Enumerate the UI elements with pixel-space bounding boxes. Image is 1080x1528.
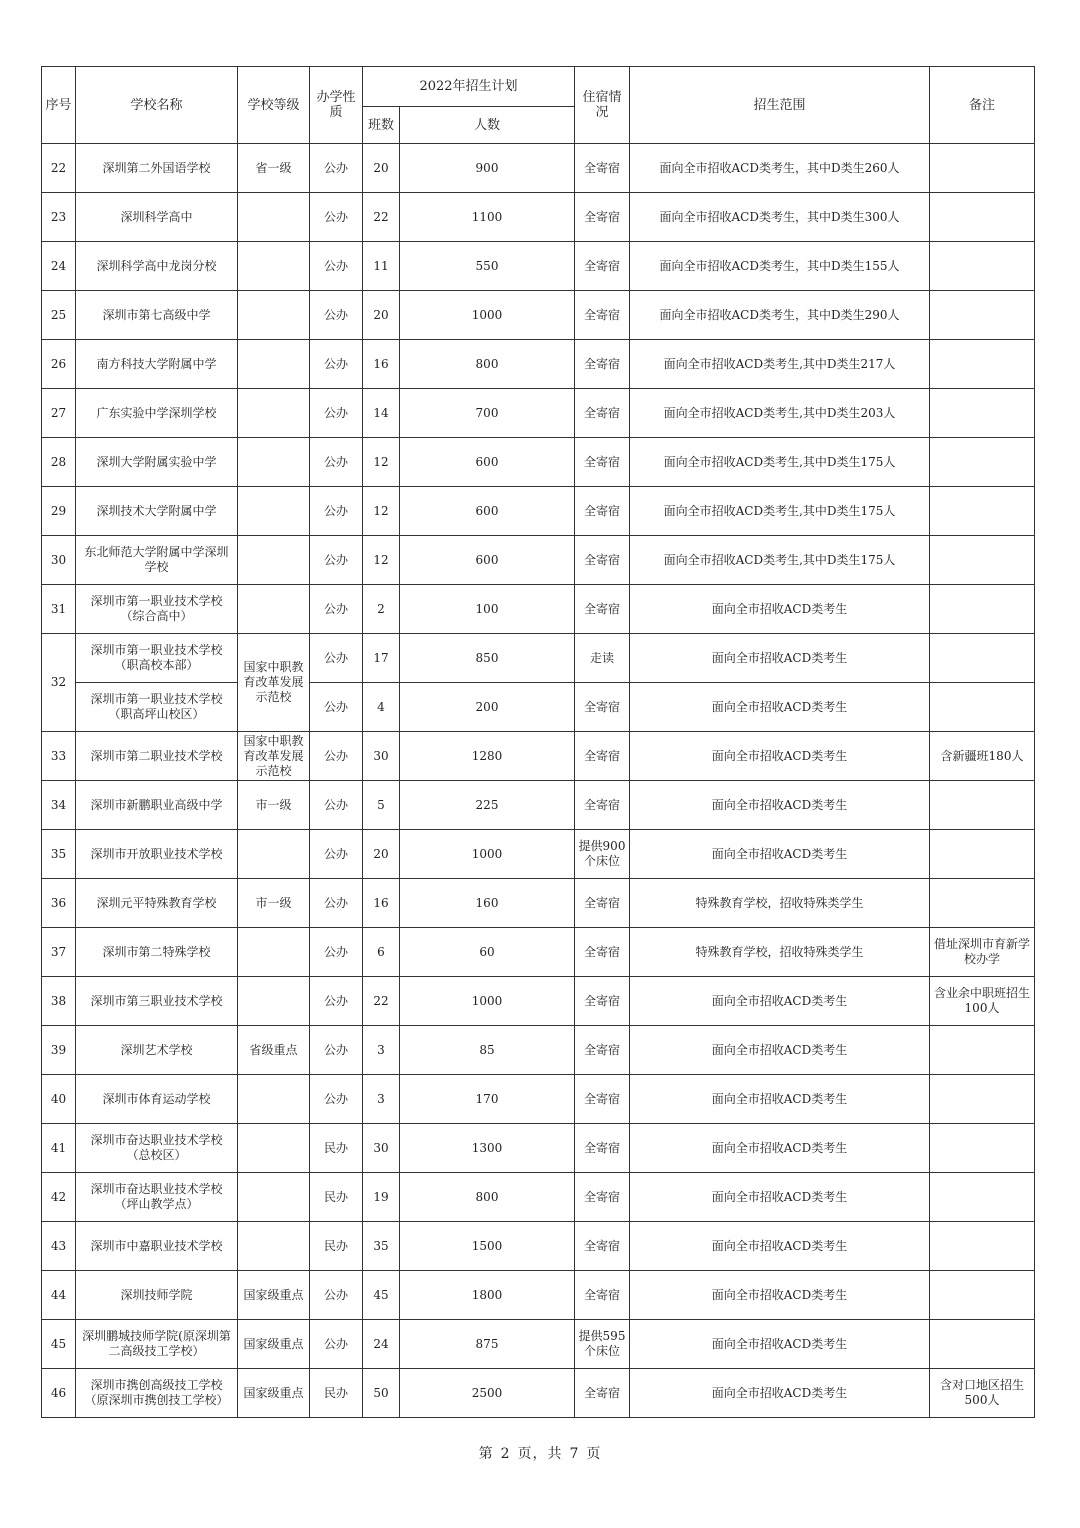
cell-students: 600: [400, 438, 575, 487]
cell-seq: 44: [42, 1271, 76, 1320]
cell-school-level: [238, 928, 310, 977]
cell-school-name: 深圳市奋达职业技术学校（坪山教学点）: [76, 1173, 238, 1222]
cell-note: [930, 1075, 1035, 1124]
cell-note: [930, 1173, 1035, 1222]
cell-students: 1300: [400, 1124, 575, 1173]
cell-seq: 29: [42, 487, 76, 536]
cell-school-name: 深圳市体育运动学校: [76, 1075, 238, 1124]
cell-school-name: 南方科技大学附属中学: [76, 340, 238, 389]
cell-nature: 公办: [310, 389, 363, 438]
cell-classes: 12: [363, 438, 400, 487]
header-nature: 办学性质: [310, 67, 363, 144]
cell-seq: 30: [42, 536, 76, 585]
cell-boarding: 全寄宿: [575, 1369, 630, 1418]
footer-prefix: 第: [478, 1446, 494, 1462]
cell-note: 含对口地区招生500人: [930, 1369, 1035, 1418]
cell-boarding: 全寄宿: [575, 1222, 630, 1271]
cell-classes: 24: [363, 1320, 400, 1369]
cell-note: [930, 291, 1035, 340]
header-scope: 招生范围: [630, 67, 930, 144]
table-row: [42, 1271, 1035, 1320]
cell-school-name: 深圳第二外国语学校: [76, 144, 238, 193]
cell-seq: 45: [42, 1320, 76, 1369]
cell-school-name: 深圳市第二特殊学校: [76, 928, 238, 977]
cell-classes: 3: [363, 1026, 400, 1075]
cell-boarding: 全寄宿: [575, 291, 630, 340]
cell-students: 1000: [400, 977, 575, 1026]
cell-boarding: 全寄宿: [575, 193, 630, 242]
cell-classes: 30: [363, 1124, 400, 1173]
table-row: [42, 536, 1035, 585]
cell-school-name: 深圳市奋达职业技术学校（总校区）: [76, 1124, 238, 1173]
cell-note: [930, 438, 1035, 487]
cell-students: 1000: [400, 830, 575, 879]
header-seq: 序号: [42, 67, 76, 144]
cell-classes: 20: [363, 144, 400, 193]
cell-note: [930, 1222, 1035, 1271]
table-row: [42, 1320, 1035, 1369]
enrollment-plan-table: [41, 66, 1035, 1418]
cell-classes: 45: [363, 1271, 400, 1320]
cell-students: 160: [400, 879, 575, 928]
cell-scope: 面向全市招收ACD类考生: [630, 683, 930, 732]
cell-scope: 面向全市招收ACD类考生: [630, 585, 930, 634]
table-row: [42, 438, 1035, 487]
cell-boarding: 全寄宿: [575, 242, 630, 291]
cell-nature: 公办: [310, 144, 363, 193]
cell-classes: 35: [363, 1222, 400, 1271]
table-row: [42, 1075, 1035, 1124]
cell-students: 1500: [400, 1222, 575, 1271]
cell-classes: 50: [363, 1369, 400, 1418]
cell-students: 1000: [400, 291, 575, 340]
cell-scope: 面向全市招收ACD类考生,其中D类生175人: [630, 438, 930, 487]
cell-boarding: 全寄宿: [575, 438, 630, 487]
cell-students: 200: [400, 683, 575, 732]
cell-nature: 公办: [310, 732, 363, 781]
cell-school-name: 深圳市第二职业技术学校: [76, 732, 238, 781]
cell-school-level: [238, 1075, 310, 1124]
cell-scope: 面向全市招收ACD类考生: [630, 1320, 930, 1369]
cell-note: [930, 1124, 1035, 1173]
table-row: [42, 1173, 1035, 1222]
table-row: [42, 1222, 1035, 1271]
cell-scope: 面向全市招收ACD类考生,其中D类生203人: [630, 389, 930, 438]
cell-nature: 公办: [310, 487, 363, 536]
table-row: [42, 977, 1035, 1026]
cell-school-name: 东北师范大学附属中学深圳学校: [76, 536, 238, 585]
cell-students: 900: [400, 144, 575, 193]
cell-seq: 25: [42, 291, 76, 340]
table-row: [42, 144, 1035, 193]
cell-scope: 面向全市招收ACD类考生,其中D类生217人: [630, 340, 930, 389]
cell-classes: 14: [363, 389, 400, 438]
footer-total-pages: 7: [569, 1446, 580, 1462]
header-school-name: 学校名称: [76, 67, 238, 144]
table-row: [42, 291, 1035, 340]
cell-scope: 面向全市招收ACD类考生,其中D类生175人: [630, 536, 930, 585]
cell-classes: 16: [363, 340, 400, 389]
cell-boarding: 全寄宿: [575, 781, 630, 830]
cell-boarding: 全寄宿: [575, 487, 630, 536]
cell-classes: 5: [363, 781, 400, 830]
cell-school-name: 深圳市第一职业技术学校（综合高中）: [76, 585, 238, 634]
cell-note: [930, 536, 1035, 585]
cell-classes: 20: [363, 830, 400, 879]
cell-scope: 面向全市招收ACD类考生: [630, 634, 930, 683]
cell-seq: 23: [42, 193, 76, 242]
cell-school-name: 深圳市开放职业技术学校: [76, 830, 238, 879]
cell-note: [930, 487, 1035, 536]
cell-school-name: 深圳市第三职业技术学校: [76, 977, 238, 1026]
cell-boarding: 全寄宿: [575, 585, 630, 634]
header-classes: 班数: [363, 107, 400, 144]
cell-school-level: 国家中职教育改革发展示范校: [238, 732, 310, 781]
cell-school-name: 深圳元平特殊教育学校: [76, 879, 238, 928]
cell-note: [930, 781, 1035, 830]
cell-students: 800: [400, 340, 575, 389]
cell-school-name: 深圳艺术学校: [76, 1026, 238, 1075]
cell-boarding: 全寄宿: [575, 683, 630, 732]
cell-boarding: 全寄宿: [575, 389, 630, 438]
cell-scope: 面向全市招收ACD类考生: [630, 830, 930, 879]
cell-school-name: 深圳市携创高级技工学校（原深圳市携创技工学校）: [76, 1369, 238, 1418]
cell-classes: 12: [363, 536, 400, 585]
cell-school-level: [238, 830, 310, 879]
cell-nature: 公办: [310, 928, 363, 977]
cell-seq: 32: [42, 634, 76, 732]
cell-school-level: [238, 487, 310, 536]
table-row: [42, 487, 1035, 536]
cell-school-level: 省级重点: [238, 1026, 310, 1075]
cell-school-name: 深圳市第一职业技术学校（职高校本部）: [76, 634, 238, 683]
cell-note: [930, 1026, 1035, 1075]
cell-nature: 公办: [310, 879, 363, 928]
cell-note: 含新疆班180人: [930, 732, 1035, 781]
table-row: [42, 389, 1035, 438]
cell-school-name: 深圳科学高中: [76, 193, 238, 242]
cell-scope: 面向全市招收ACD类考生,其中D类生175人: [630, 487, 930, 536]
header-boarding: 住宿情况: [575, 67, 630, 144]
cell-boarding: 全寄宿: [575, 977, 630, 1026]
cell-nature: 公办: [310, 242, 363, 291]
cell-seq: 38: [42, 977, 76, 1026]
cell-boarding: 全寄宿: [575, 1075, 630, 1124]
cell-school-level: [238, 1173, 310, 1222]
cell-nature: 公办: [310, 438, 363, 487]
table-row: [42, 1124, 1035, 1173]
cell-boarding: 全寄宿: [575, 1271, 630, 1320]
cell-nature: 公办: [310, 1320, 363, 1369]
cell-boarding: 全寄宿: [575, 1173, 630, 1222]
cell-seq: 40: [42, 1075, 76, 1124]
cell-note: [930, 389, 1035, 438]
cell-scope: 面向全市招收ACD类考生: [630, 1173, 930, 1222]
cell-nature: 公办: [310, 1075, 363, 1124]
cell-classes: 20: [363, 291, 400, 340]
cell-students: 1800: [400, 1271, 575, 1320]
cell-students: 170: [400, 1075, 575, 1124]
cell-boarding: 全寄宿: [575, 536, 630, 585]
table-row: [42, 242, 1035, 291]
cell-school-level: [238, 585, 310, 634]
table-body: [42, 144, 1035, 1418]
cell-students: 875: [400, 1320, 575, 1369]
cell-note: [930, 1271, 1035, 1320]
cell-school-name: 深圳市第七高级中学: [76, 291, 238, 340]
cell-nature: 公办: [310, 830, 363, 879]
cell-note: [930, 242, 1035, 291]
page-footer: [0, 1443, 1080, 1463]
cell-nature: 公办: [310, 585, 363, 634]
table-row: [42, 928, 1035, 977]
cell-school-name: 深圳科学高中龙岗分校: [76, 242, 238, 291]
cell-school-level: [238, 291, 310, 340]
cell-school-name: 深圳大学附属实验中学: [76, 438, 238, 487]
cell-school-level: [238, 977, 310, 1026]
table-row: [42, 1026, 1035, 1075]
table-row: [42, 732, 1035, 781]
cell-seq: 24: [42, 242, 76, 291]
cell-students: 550: [400, 242, 575, 291]
cell-classes: 2: [363, 585, 400, 634]
cell-boarding: 全寄宿: [575, 144, 630, 193]
cell-school-level: 国家级重点: [238, 1369, 310, 1418]
cell-classes: 11: [363, 242, 400, 291]
cell-seq: 33: [42, 732, 76, 781]
cell-school-name: 深圳市第一职业技术学校（职高坪山校区）: [76, 683, 238, 732]
header-plan-group: 2022年招生计划: [363, 67, 575, 107]
table-row: [42, 634, 1035, 683]
footer-page-number: 2: [500, 1446, 511, 1462]
table-row: [42, 340, 1035, 389]
cell-scope: 面向全市招收ACD类考生: [630, 1075, 930, 1124]
header-note: 备注: [930, 67, 1035, 144]
cell-seq: 26: [42, 340, 76, 389]
cell-seq: 22: [42, 144, 76, 193]
cell-school-level: 国家级重点: [238, 1320, 310, 1369]
cell-school-name: 深圳市新鹏职业高级中学: [76, 781, 238, 830]
cell-note: [930, 193, 1035, 242]
cell-note: 含业余中职班招生100人: [930, 977, 1035, 1026]
cell-school-level: [238, 389, 310, 438]
cell-nature: 公办: [310, 1026, 363, 1075]
cell-school-level: 市一级: [238, 781, 310, 830]
cell-nature: 公办: [310, 340, 363, 389]
cell-nature: 民办: [310, 1222, 363, 1271]
cell-school-level: 国家中职教育改革发展示范校: [238, 634, 310, 732]
cell-nature: 公办: [310, 977, 363, 1026]
cell-scope: 面向全市招收ACD类考生: [630, 977, 930, 1026]
cell-nature: 公办: [310, 781, 363, 830]
cell-students: 850: [400, 634, 575, 683]
table-row: [42, 683, 1035, 732]
cell-scope: 面向全市招收ACD类考生: [630, 1271, 930, 1320]
cell-students: 85: [400, 1026, 575, 1075]
cell-boarding: 全寄宿: [575, 1026, 630, 1075]
cell-scope: 特殊教育学校，招收特殊类学生: [630, 928, 930, 977]
cell-scope: 面向全市招收ACD类考生，其中D类生260人: [630, 144, 930, 193]
cell-students: 1280: [400, 732, 575, 781]
cell-classes: 12: [363, 487, 400, 536]
cell-students: 100: [400, 585, 575, 634]
cell-school-name: 深圳技师学院: [76, 1271, 238, 1320]
cell-school-name: 深圳市中嘉职业技术学校: [76, 1222, 238, 1271]
cell-classes: 16: [363, 879, 400, 928]
cell-school-level: 市一级: [238, 879, 310, 928]
cell-school-level: [238, 193, 310, 242]
cell-school-level: 省一级: [238, 144, 310, 193]
cell-note: [930, 683, 1035, 732]
cell-school-level: [238, 1124, 310, 1173]
cell-classes: 6: [363, 928, 400, 977]
cell-note: [930, 830, 1035, 879]
cell-scope: 面向全市招收ACD类考生，其中D类生155人: [630, 242, 930, 291]
cell-nature: 民办: [310, 1369, 363, 1418]
cell-students: 1100: [400, 193, 575, 242]
cell-scope: 面向全市招收ACD类考生: [630, 1124, 930, 1173]
cell-seq: 27: [42, 389, 76, 438]
cell-seq: 42: [42, 1173, 76, 1222]
cell-students: 225: [400, 781, 575, 830]
cell-seq: 36: [42, 879, 76, 928]
cell-nature: 公办: [310, 536, 363, 585]
cell-note: [930, 585, 1035, 634]
cell-students: 2500: [400, 1369, 575, 1418]
cell-note: [930, 634, 1035, 683]
table-row: [42, 585, 1035, 634]
cell-note: 借址深圳市育新学校办学: [930, 928, 1035, 977]
table-row: [42, 1369, 1035, 1418]
cell-scope: 面向全市招收ACD类考生: [630, 732, 930, 781]
cell-nature: 民办: [310, 1124, 363, 1173]
cell-seq: 41: [42, 1124, 76, 1173]
cell-scope: 面向全市招收ACD类考生，其中D类生300人: [630, 193, 930, 242]
cell-students: 600: [400, 536, 575, 585]
cell-note: [930, 340, 1035, 389]
cell-note: [930, 144, 1035, 193]
table-row: [42, 830, 1035, 879]
cell-school-name: 深圳技术大学附属中学: [76, 487, 238, 536]
cell-school-level: [238, 1222, 310, 1271]
cell-classes: 30: [363, 732, 400, 781]
cell-seq: 28: [42, 438, 76, 487]
cell-students: 700: [400, 389, 575, 438]
cell-classes: 17: [363, 634, 400, 683]
cell-classes: 22: [363, 193, 400, 242]
cell-scope: 面向全市招收ACD类考生: [630, 1222, 930, 1271]
cell-classes: 19: [363, 1173, 400, 1222]
cell-school-level: 国家级重点: [238, 1271, 310, 1320]
cell-classes: 3: [363, 1075, 400, 1124]
cell-boarding: 全寄宿: [575, 340, 630, 389]
cell-boarding: 全寄宿: [575, 1124, 630, 1173]
cell-students: 600: [400, 487, 575, 536]
cell-scope: 面向全市招收ACD类考生: [630, 1369, 930, 1418]
header-students: 人数: [400, 107, 575, 144]
cell-classes: 4: [363, 683, 400, 732]
table-row: [42, 781, 1035, 830]
cell-boarding: 全寄宿: [575, 928, 630, 977]
table-header: [42, 67, 1035, 144]
cell-seq: 34: [42, 781, 76, 830]
table-row: [42, 879, 1035, 928]
cell-boarding: 全寄宿: [575, 732, 630, 781]
cell-school-name: 深圳鹏城技师学院(原深圳第二高级技工学校）: [76, 1320, 238, 1369]
cell-boarding: 提供595个床位: [575, 1320, 630, 1369]
cell-school-level: [238, 340, 310, 389]
table-row: [42, 193, 1035, 242]
cell-seq: 35: [42, 830, 76, 879]
cell-note: [930, 1320, 1035, 1369]
cell-classes: 22: [363, 977, 400, 1026]
cell-nature: 公办: [310, 291, 363, 340]
cell-scope: 面向全市招收ACD类考生: [630, 781, 930, 830]
cell-seq: 39: [42, 1026, 76, 1075]
cell-boarding: 走读: [575, 634, 630, 683]
footer-middle: 页，共: [517, 1446, 563, 1462]
cell-note: [930, 879, 1035, 928]
cell-nature: 公办: [310, 634, 363, 683]
header-school-level: 学校等级: [238, 67, 310, 144]
cell-nature: 公办: [310, 193, 363, 242]
cell-scope: 特殊教育学校，招收特殊类学生: [630, 879, 930, 928]
cell-students: 60: [400, 928, 575, 977]
cell-students: 800: [400, 1173, 575, 1222]
cell-nature: 公办: [310, 1271, 363, 1320]
cell-seq: 43: [42, 1222, 76, 1271]
cell-school-level: [238, 438, 310, 487]
cell-nature: 公办: [310, 683, 363, 732]
cell-seq: 31: [42, 585, 76, 634]
cell-seq: 46: [42, 1369, 76, 1418]
footer-suffix: 页: [586, 1446, 602, 1462]
cell-nature: 民办: [310, 1173, 363, 1222]
cell-scope: 面向全市招收ACD类考生: [630, 1026, 930, 1075]
cell-school-level: [238, 536, 310, 585]
cell-boarding: 提供900个床位: [575, 830, 630, 879]
cell-school-level: [238, 242, 310, 291]
cell-school-name: 广东实验中学深圳学校: [76, 389, 238, 438]
cell-scope: 面向全市招收ACD类考生，其中D类生290人: [630, 291, 930, 340]
cell-seq: 37: [42, 928, 76, 977]
cell-boarding: 全寄宿: [575, 879, 630, 928]
